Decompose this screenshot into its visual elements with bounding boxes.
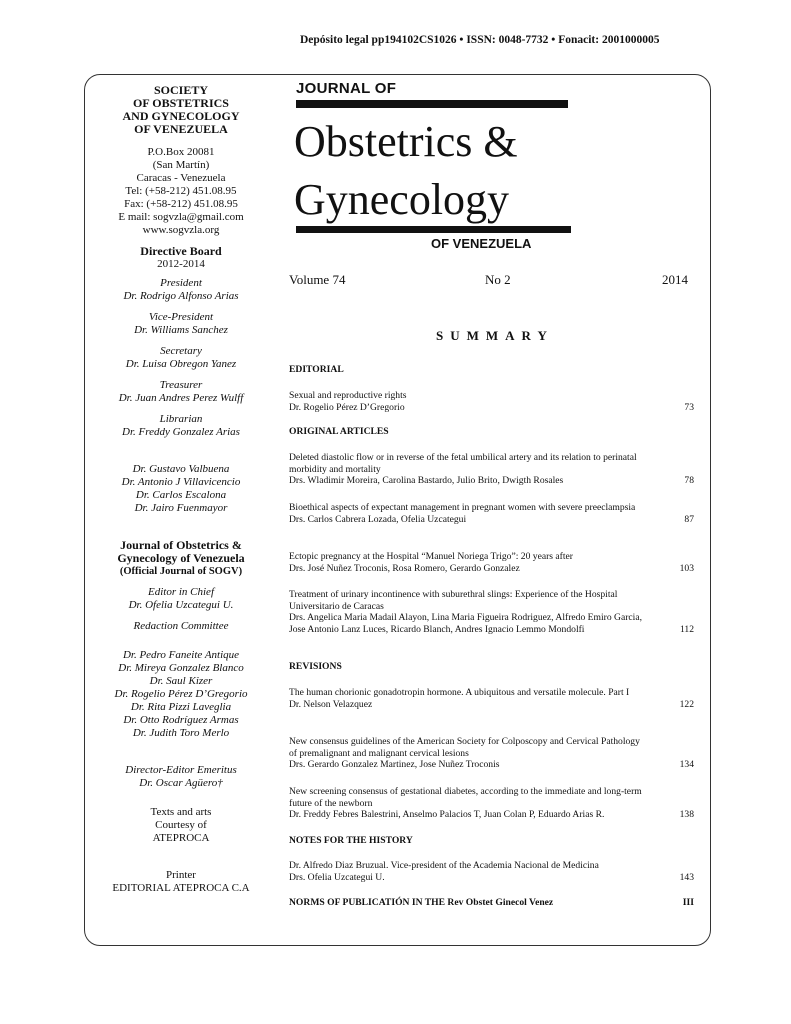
role-name: Dr. Juan Andres Perez Wulff <box>118 392 244 404</box>
printer-label: Printer <box>166 869 196 881</box>
toc-section-editorial <box>289 364 694 376</box>
toc-norms <box>289 897 694 909</box>
board-member: Dr. Jairo Fuenmayor <box>134 502 228 514</box>
entry-authors: Dr. Rogelio Pérez D’Gregorio <box>289 401 405 413</box>
entry-authors: Drs. José Nuñez Troconis, Rosa Romero, Gerardo Gonzalez <box>289 562 520 574</box>
editor-role: Editor in Chief <box>148 586 214 598</box>
texts-arts-line: Texts and arts <box>150 806 212 818</box>
entry-page: 103 <box>679 562 694 574</box>
board-member: Dr. Antonio J Villavicencio <box>121 476 241 488</box>
entry-authors: Drs. Gerardo Gonzalez Martinez, Jose Nuñez Troconis <box>289 759 500 771</box>
emeritus-role: Director-Editor Emeritus <box>125 764 237 776</box>
of-venezuela-label: OF VENEZUELA <box>431 236 532 251</box>
entry-title: New screening consensus of gestational diabetes, according to the immediate and long-term future of the newborn <box>289 786 642 809</box>
title-rule-bottom <box>296 226 571 233</box>
norms-page: III <box>682 897 694 908</box>
toc-entry <box>289 502 694 525</box>
toc-entry <box>289 786 694 821</box>
issue-year: 2014 <box>662 272 688 287</box>
journal-name-1: Journal of Obstetrics & <box>120 538 242 552</box>
entry-authors: Drs. Ofelia Uzcategui U. <box>289 871 385 883</box>
address-line: (San Martín) <box>152 159 210 171</box>
board-title: Directive Board <box>140 244 222 258</box>
toc-entry <box>289 736 694 771</box>
society-name-1: SOCIETY <box>153 83 209 97</box>
texts-arts-line: Courtesy of <box>155 819 207 831</box>
printer-name: EDITORIAL ATEPROCA C.A <box>112 882 250 894</box>
toc-entry <box>289 390 694 413</box>
entry-page: 73 <box>684 401 694 413</box>
entry-title: Sexual and reproductive rights <box>289 390 407 401</box>
entry-title: Bioethical aspects of expectant management in pregnant women with severe preeclampsia <box>289 502 636 513</box>
committee-member: Dr. Otto Rodríguez Armas <box>123 714 239 726</box>
society-name-2: OF OBSTETRICS <box>133 96 229 110</box>
entry-page: 122 <box>679 698 694 710</box>
section-heading: NOTES FOR THE HISTORY <box>289 835 413 846</box>
toc-entry <box>289 589 694 635</box>
entry-page: 134 <box>679 759 694 771</box>
board-years: 2012-2014 <box>157 258 205 270</box>
section-heading: ORIGINAL ARTICLES <box>289 426 389 437</box>
issue-number: No 2 <box>485 272 511 287</box>
committee-member: Dr. Judith Toro Merlo <box>132 727 230 739</box>
fax-line: Fax: (+58-212) 451.08.95 <box>124 198 238 210</box>
website-line: www.sogvzla.org <box>142 224 220 236</box>
entry-authors: Dr. Nelson Velazquez <box>289 698 373 710</box>
entry-title: The human chorionic gonadotropin hormone. A ubiquitous and versatile molecule. Part I <box>289 687 630 698</box>
entry-authors: Drs. Wladimir Moreira, Carolina Bastardo, Julio Brito, Dwigth Rosales <box>289 475 564 487</box>
society-name-4: OF VENEZUELA <box>134 122 228 136</box>
role-label: Secretary <box>160 345 202 357</box>
journal-of-label: JOURNAL OF <box>296 80 397 97</box>
committee-member: Dr. Mireya Gonzalez Blanco <box>118 662 244 674</box>
role-name: Dr. Luisa Obregon Yanez <box>125 358 237 370</box>
journal-name-2: Gynecology of Venezuela <box>117 551 245 565</box>
entry-title: Treatment of urinary incontinence with suburethral slings: Experience of the Hospital Universitario de Caracas <box>289 589 618 612</box>
role-label: Librarian <box>159 413 203 425</box>
entry-title: Ectopic pregnancy at the Hospital “Manuel Noriega Trigo”: 20 years after <box>289 551 573 562</box>
toc-section-history <box>289 835 694 847</box>
title-rule-top <box>296 100 568 108</box>
address-line: P.O.Box 20081 <box>147 146 215 158</box>
editor-name: Dr. Ofelia Uzcategui U. <box>128 599 234 611</box>
board-member: Dr. Carlos Escalona <box>135 489 227 501</box>
section-heading: EDITORIAL <box>289 364 344 375</box>
entry-title: Deleted diastolic flow or in reverse of the fetal umbilical artery and its relation to perinatal morbidity and mortality <box>289 452 637 475</box>
committee-member: Dr. Rogelio Pérez D’Gregorio <box>114 688 248 700</box>
norms-title: NORMS OF PUBLICATIÓN IN THE Rev Obstet Ginecol Venez <box>289 897 554 908</box>
phone-line: Tel: (+58-212) 451.08.95 <box>125 185 237 197</box>
toc-entry <box>289 687 694 710</box>
society-name-3: AND GYNECOLOGY <box>122 109 240 123</box>
entry-page: 143 <box>679 871 694 883</box>
journal-official: (Official Journal of SOGV) <box>119 566 243 577</box>
address-line: Caracas - Venezuela <box>136 172 226 184</box>
journal-title-line1: Obstetrics & <box>294 117 518 166</box>
section-heading: REVISIONS <box>289 661 342 672</box>
legal-deposit-line: Depósito legal pp194102CS1026 • ISSN: 0048-7732 • Fonacit: 2001000005 <box>300 34 660 46</box>
entry-page: 87 <box>684 513 694 525</box>
toc-section-original <box>289 426 694 438</box>
committee-title: Redaction Committee <box>133 620 229 632</box>
entry-authors: Drs. Carlos Cabrera Lozada, Ofelia Uzcategui <box>289 513 467 525</box>
toc-section-revisions <box>289 661 694 673</box>
toc-entry <box>289 860 694 883</box>
role-label: Vice-President <box>148 311 214 323</box>
committee-member: Dr. Rita Pizzi Laveglia <box>130 701 232 713</box>
board-member: Dr. Gustavo Valbuena <box>132 463 230 475</box>
volume-label: Volume 74 <box>289 272 346 287</box>
role-name: Dr. Williams Sanchez <box>134 324 228 336</box>
role-name: Dr. Rodrigo Alfonso Arias <box>123 290 239 302</box>
entry-title: New consensus guidelines of the American Society for Colposcopy and Cervical Pathology of premalignant and malignant cervical lesions <box>289 736 640 759</box>
role-label: Treasurer <box>159 379 203 391</box>
journal-title-line2: Gynecology <box>294 175 510 224</box>
toc-entry <box>289 452 694 487</box>
texts-arts-line: ATEPROCA <box>152 832 210 844</box>
entry-title: Dr. Alfredo Diaz Bruzual. Vice-president of the Academia Nacional de Medicina <box>289 860 599 871</box>
emeritus-name: Dr. Oscar Agüero† <box>139 777 223 789</box>
summary-heading: SUMMARY <box>436 328 554 343</box>
entry-authors: Dr. Freddy Febres Balestrini, Anselmo Palacios T, Juan Colan P, Eduardo Arias R. <box>289 809 605 821</box>
role-label: President <box>160 277 202 289</box>
entry-authors: Drs. Angelica Maria Madail Alayon, Lina Maria Figueira Rodriguez, Alfredo Emiro Garcia, Jose Antonio Lanz Luces, Ricardo Blanch, Andres Ignacio Lemmo Mondolfi <box>289 612 642 635</box>
sidebar <box>88 84 274 895</box>
entry-page: 112 <box>679 623 694 635</box>
committee-member: Dr. Saul Kizer <box>149 675 213 687</box>
email-line: E mail: sogvzla@gmail.com <box>118 211 244 223</box>
role-name: Dr. Freddy Gonzalez Arias <box>122 426 240 438</box>
entry-page: 78 <box>684 475 694 487</box>
committee-member: Dr. Pedro Faneite Antique <box>122 649 240 661</box>
toc-entry <box>289 551 694 574</box>
entry-page: 138 <box>679 809 694 821</box>
